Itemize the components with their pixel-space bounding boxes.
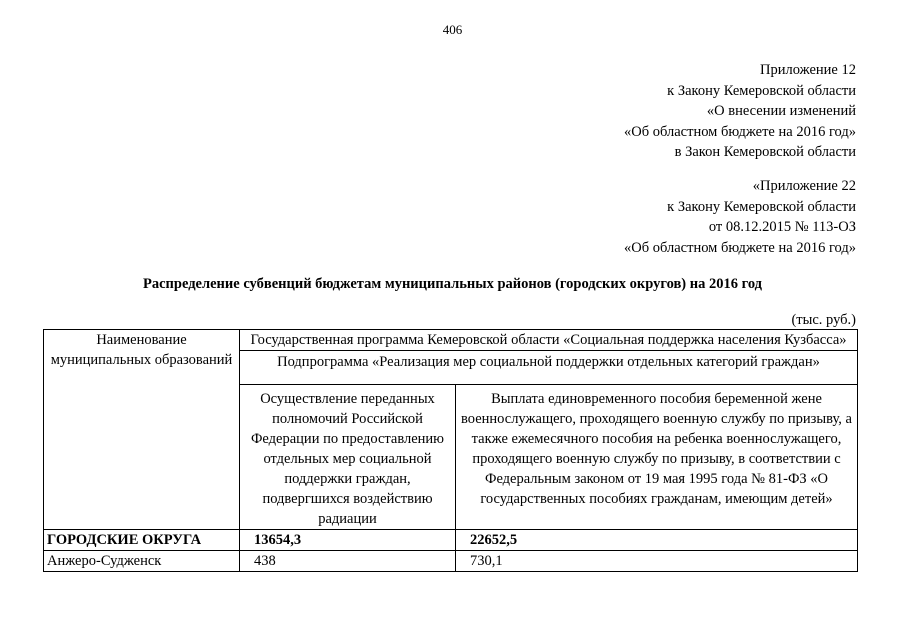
header-subprogram: Подпрограмма «Реализация мер социальной поддержки отдельных категорий граждан» bbox=[240, 351, 858, 385]
header-military-allowance: Выплата единовременного пособия беременной жене военнослужащего, проходящего военную службу по призыву, а также ежемесячного пособия на ребенка военнослужащего, проходящего военную службу по призыву, в соответствии с Федеральным законом от 19 мая 1995 года № 81-ФЗ «О государственных пособиях гражданам, имеющим детей» bbox=[456, 385, 858, 530]
appendix-22-line: к Закону Кемеровской области bbox=[667, 198, 856, 215]
row-value-radiation: 438 bbox=[240, 551, 456, 572]
appendix-22-line: «Приложение 22 bbox=[752, 178, 856, 194]
appendix-22-line: от 08.12.2015 № 113-ОЗ bbox=[708, 219, 856, 235]
page-number: 406 bbox=[442, 22, 463, 37]
appendix-22-block bbox=[624, 176, 856, 258]
table-row bbox=[44, 530, 858, 551]
appendix-12-line: «О внесении изменений bbox=[706, 103, 856, 119]
row-value-radiation: 13654,3 bbox=[240, 530, 456, 551]
appendix-12-line: в Закон Кемеровской области bbox=[674, 144, 856, 160]
row-name: ГОРОДСКИЕ ОКРУГА bbox=[44, 530, 240, 551]
header-municipality-name: Наименование муниципальных образований bbox=[44, 330, 240, 530]
row-value-military: 730,1 bbox=[456, 551, 858, 572]
appendix-22-line: «Об областном бюджете на 2016 год» bbox=[624, 239, 856, 256]
subventions-table bbox=[43, 329, 858, 572]
appendix-12-line: «Об областном бюджете на 2016 год» bbox=[624, 123, 856, 140]
header-state-program: Государственная программа Кемеровской области «Социальная поддержка населения Кузбасса» bbox=[240, 330, 858, 351]
appendix-12-block bbox=[624, 60, 856, 163]
row-name: Анжеро-Судженск bbox=[44, 551, 240, 572]
appendix-12-line: к Закону Кемеровской области bbox=[667, 82, 856, 99]
unit-note: (тыс. руб.) bbox=[791, 312, 856, 328]
header-radiation-support: Осуществление переданных полномочий Российской Федерации по предоставлению отдельных мер социальной поддержки граждан, подвергшихся воздействию радиации bbox=[240, 385, 456, 530]
document-title: Распределение субвенций бюджетам муниципальных районов (городских округов) на 2016 год bbox=[143, 276, 762, 292]
row-value-military: 22652,5 bbox=[456, 530, 858, 551]
table-row bbox=[44, 551, 858, 572]
appendix-12-line: Приложение 12 bbox=[760, 62, 856, 78]
